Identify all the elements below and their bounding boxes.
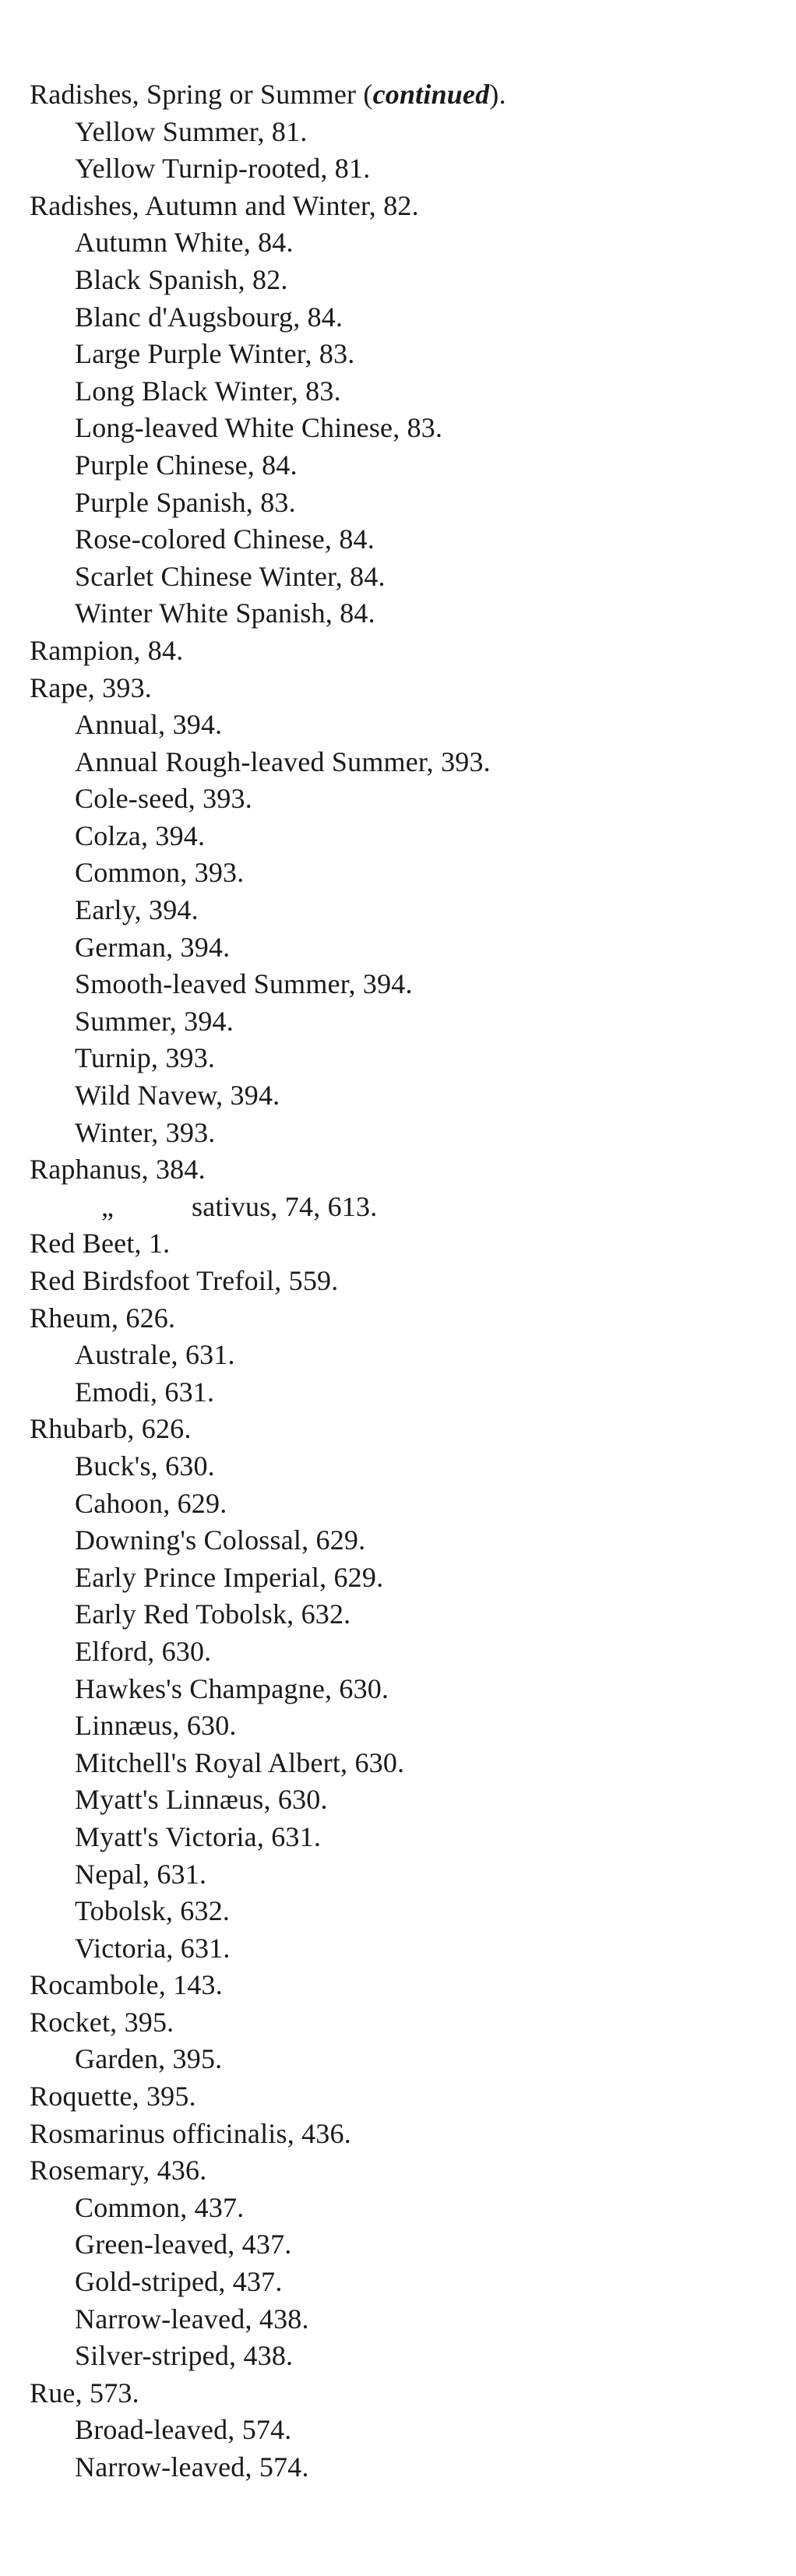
entry-text: Wild Navew, 394. <box>75 1080 280 1112</box>
entry-text: Long Black Winter, 83. <box>75 375 341 407</box>
entry-text: Early Prince Imperial, 629. <box>75 1561 384 1593</box>
index-heading <box>30 2152 796 2190</box>
index-subentry <box>30 929 796 967</box>
entry-text: Emodi, 631. <box>75 1376 215 1408</box>
entry-text: Downing's Colossal, 629. <box>75 1524 366 1556</box>
index-heading <box>30 1300 796 1337</box>
entry-text: sativus, 74, 613. <box>192 1190 378 1222</box>
entry-text: Australe, 631. <box>75 1339 235 1371</box>
entry-text: Rue, 573. <box>30 2377 139 2409</box>
index-subentry <box>30 1671 796 1708</box>
entry-text: Common, 393. <box>75 857 245 889</box>
index-subentry <box>30 2412 796 2449</box>
index-subentry <box>30 1707 796 1745</box>
index-subentry <box>30 224 796 262</box>
entry-text: Annual, 394. <box>75 709 223 741</box>
entry-text: Scarlet Chinese Winter, 84. <box>75 560 386 592</box>
entry-text: Winter White Spanish, 84. <box>75 597 375 629</box>
index-subentry <box>30 2264 796 2301</box>
index-subentry <box>30 336 796 373</box>
entry-italic: continued <box>372 79 490 110</box>
entry-text: Red Birdsfoot Trefoil, 559. <box>30 1265 339 1296</box>
index-subentry <box>30 855 796 892</box>
index-subentry <box>30 1040 796 1077</box>
index-subentry <box>30 2301 796 2338</box>
entry-text: Rocket, 395. <box>30 2006 174 2038</box>
entry-text: Yellow Turnip-rooted, 81. <box>75 153 371 185</box>
index-list <box>30 76 796 2486</box>
entry-text: Rocambole, 143. <box>30 1969 223 2001</box>
index-subentry <box>30 781 796 818</box>
index-subentry <box>30 1448 796 1485</box>
index-subentry <box>30 1745 796 1782</box>
entry-text: Mitchell's Royal Albert, 630. <box>75 1746 405 1778</box>
entry-text: Smooth-leaved Summer, 394. <box>75 968 413 1000</box>
entry-text: Cole-seed, 393. <box>75 783 252 815</box>
entry-text: Narrow-leaved, 574. <box>75 2451 309 2483</box>
entry-text: Radishes, Autumn and Winter, 82. <box>30 189 419 221</box>
index-subentry <box>30 1485 796 1523</box>
entry-suffix: ). <box>489 79 506 110</box>
entry-text: Nepal, 631. <box>75 1858 207 1890</box>
index-subentry <box>30 1077 796 1115</box>
entry-text: Rape, 393. <box>30 671 152 703</box>
entry-text: Rheum, 626. <box>30 1302 176 1334</box>
entry-text: Winter, 393. <box>75 1116 216 1148</box>
index-heading <box>30 1967 796 2004</box>
index-heading <box>30 2004 796 2042</box>
entry-text: Long-leaved White Chinese, 83. <box>75 412 443 444</box>
index-subentry <box>30 559 796 596</box>
index-subentry <box>30 1633 796 1671</box>
index-subentry <box>30 892 796 929</box>
entry-text: Gold-striped, 437. <box>75 2266 283 2298</box>
entry-text: Summer, 394. <box>75 1005 234 1037</box>
entry-text: Rosmarinus officinalis, 436. <box>30 2117 351 2149</box>
index-heading <box>30 633 796 670</box>
entry-text: Red Beet, 1. <box>30 1228 171 1260</box>
index-subentry <box>30 1189 796 1226</box>
entry-text: Rose-colored Chinese, 84. <box>75 523 375 555</box>
index-subentry <box>30 966 796 1003</box>
index-subentry <box>30 2190 796 2227</box>
index-subentry <box>30 1374 796 1411</box>
index-subentry <box>30 299 796 337</box>
index-heading <box>30 1151 796 1189</box>
index-subentry <box>30 707 796 744</box>
entry-text: Green-leaved, 437. <box>75 2229 292 2261</box>
index-subentry <box>30 1596 796 1633</box>
index-heading <box>30 2375 796 2412</box>
index-subentry <box>30 114 796 151</box>
entry-text: Myatt's Victoria, 631. <box>75 1820 322 1852</box>
entry-text: Black Spanish, 82. <box>75 263 288 295</box>
index-subentry <box>30 744 796 781</box>
entry-text: Raphanus, 384. <box>30 1154 206 1186</box>
index-subentry <box>30 2338 796 2375</box>
entry-text: Silver-striped, 438. <box>75 2340 294 2372</box>
index-subentry <box>30 262 796 299</box>
index-subentry <box>30 595 796 633</box>
entry-text: Victoria, 631. <box>75 1932 231 1964</box>
entry-text: Large Purple Winter, 83. <box>75 338 355 370</box>
index-subentry <box>30 2226 796 2264</box>
index-subentry <box>30 2041 796 2078</box>
entry-text: German, 394. <box>75 931 231 963</box>
entry-text: Narrow-leaved, 438. <box>75 2303 309 2335</box>
entry-text: Turnip, 393. <box>75 1042 216 1074</box>
index-heading <box>30 670 796 707</box>
index-subentry <box>30 1856 796 1894</box>
index-subentry <box>30 1819 796 1856</box>
entry-text: Annual Rough-leaved Summer, 393. <box>75 745 491 777</box>
index-heading <box>30 76 796 114</box>
index-subentry <box>30 150 796 188</box>
index-subentry <box>30 410 796 447</box>
entry-text: Rhubarb, 626. <box>30 1413 192 1445</box>
entry-text: Buck's, 630. <box>75 1450 215 1482</box>
ditto-mark: „ <box>101 1190 114 1222</box>
index-heading <box>30 1411 796 1448</box>
entry-text: Elford, 630. <box>75 1635 212 1667</box>
entry-text: Blanc d'Augsbourg, 84. <box>75 301 343 333</box>
index-heading <box>30 1263 796 1300</box>
entry-text: Radishes, Spring or Summer ( <box>30 79 373 110</box>
entry-text: Rosemary, 436. <box>30 2155 207 2187</box>
index-subentry <box>30 447 796 485</box>
entry-text: Yellow Summer, 81. <box>75 115 308 147</box>
index-heading <box>30 2078 796 2116</box>
index-subentry <box>30 485 796 522</box>
index-heading <box>30 1225 796 1263</box>
entry-text: Hawkes's Champagne, 630. <box>75 1672 389 1704</box>
entry-text: Early Red Tobolsk, 632. <box>75 1598 351 1630</box>
index-subentry <box>30 2449 796 2486</box>
entry-text: Colza, 394. <box>75 819 206 851</box>
entry-text: Purple Chinese, 84. <box>75 449 298 481</box>
index-subentry <box>30 373 796 411</box>
entry-text: Linnæus, 630. <box>75 1710 237 1742</box>
entry-text: Myatt's Linnæus, 630. <box>75 1784 328 1816</box>
entry-text: Common, 437. <box>75 2191 245 2223</box>
index-subentry <box>30 1337 796 1374</box>
index-subentry <box>30 1893 796 1930</box>
entry-text: Autumn White, 84. <box>75 227 294 259</box>
index-subentry <box>30 1115 796 1152</box>
entry-text: Roquette, 395. <box>30 2081 196 2113</box>
index-heading <box>30 188 796 225</box>
entry-text: Tobolsk, 632. <box>75 1895 231 1927</box>
entry-text: Early, 394. <box>75 894 199 926</box>
index-subentry <box>30 1930 796 1968</box>
entry-text: Rampion, 84. <box>30 634 184 666</box>
index-subentry <box>30 1522 796 1559</box>
entry-text: Purple Spanish, 83. <box>75 486 296 518</box>
entry-text: Cahoon, 629. <box>75 1487 227 1519</box>
index-subentry <box>30 818 796 855</box>
index-subentry <box>30 521 796 559</box>
index-subentry <box>30 1003 796 1041</box>
index-subentry <box>30 1559 796 1597</box>
entry-text: Garden, 395. <box>75 2043 223 2075</box>
entry-text: Broad-leaved, 574. <box>75 2414 292 2446</box>
index-subentry <box>30 1781 796 1819</box>
index-heading <box>30 2116 796 2153</box>
